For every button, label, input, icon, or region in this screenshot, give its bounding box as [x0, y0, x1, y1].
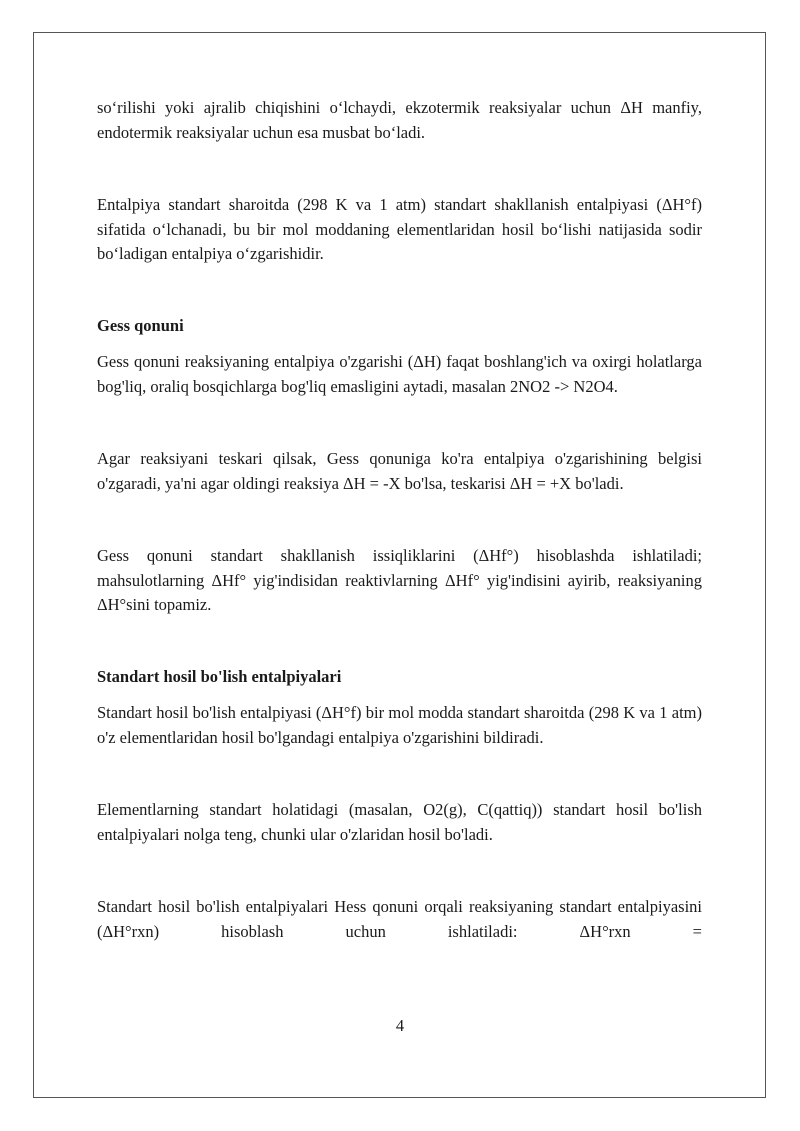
- paragraph: Gess qonuni standart shakllanish issiqliklarini (ΔHf°) hisoblashda ishlatiladi; mahsulotlarning ΔHf° yig'indisidan reaktivlarning ΔHf° yig'indisini ayirib, reaksiyaning ΔH°sini topamiz.: [97, 546, 702, 614]
- paragraph: Agar reaksiyani teskari qilsak, Gess qonuniga ko'ra entalpiya o'zgarishining belgisi o'zgaradi, ya'ni agar oldingi reaksiya ΔH = -X bo'lsa, teskarisi ΔH = +X bo'ladi.: [97, 449, 702, 493]
- page-number: 4: [395, 1016, 405, 1035]
- section-heading: Gess qonuni: [97, 315, 184, 335]
- section-heading: Standart hosil bo'lish entalpiyalari: [97, 666, 342, 686]
- page-content: [97, 96, 702, 944]
- paragraph: Standart hosil bo'lish entalpiyasi (ΔH°f) bir mol modda standart sharoitda (298 K va 1 atm) o'z elementlaridan hosil bo'lgandagi entalpiya o'zgarishini bildiradi.: [97, 703, 702, 747]
- paragraph: Standart hosil bo'lish entalpiyalari Hess qonuni orqali reaksiyaning standart entalpiyasini (ΔH°rxn) hisoblash uchun ishlatiladi: ΔH°rxn =: [97, 897, 702, 941]
- paragraph: Gess qonuni reaksiyaning entalpiya o'zgarishi (ΔH) faqat boshlang'ich va oxirgi holatlarga bog'liq, oraliq bosqichlarga bog'liq emasligini aytadi, masalan 2NO2 -> N2O4.: [97, 352, 702, 396]
- paragraph: Entalpiya standart sharoitda (298 K va 1 atm) standart shakllanish entalpiyasi (ΔH°f) sifatida o‘lchanadi, bu bir mol moddaning elementlaridan hosil bo‘lishi natijasida sodir bo‘ladigan entalpiya o‘zgarishidir.: [97, 195, 702, 263]
- paragraph: Elementlarning standart holatidagi (masalan, O2(g), C(qattiq)) standart hosil bo'lish entalpiyalari nolga teng, chunki ular o'zlaridan hosil bo'ladi.: [97, 800, 702, 844]
- paragraph: so‘rilishi yoki ajralib chiqishini o‘lchaydi, ekzotermik reaksiyalar uchun ΔH manfiy, endotermik reaksiyalar uchun esa musbat bo‘ladi.: [97, 98, 702, 142]
